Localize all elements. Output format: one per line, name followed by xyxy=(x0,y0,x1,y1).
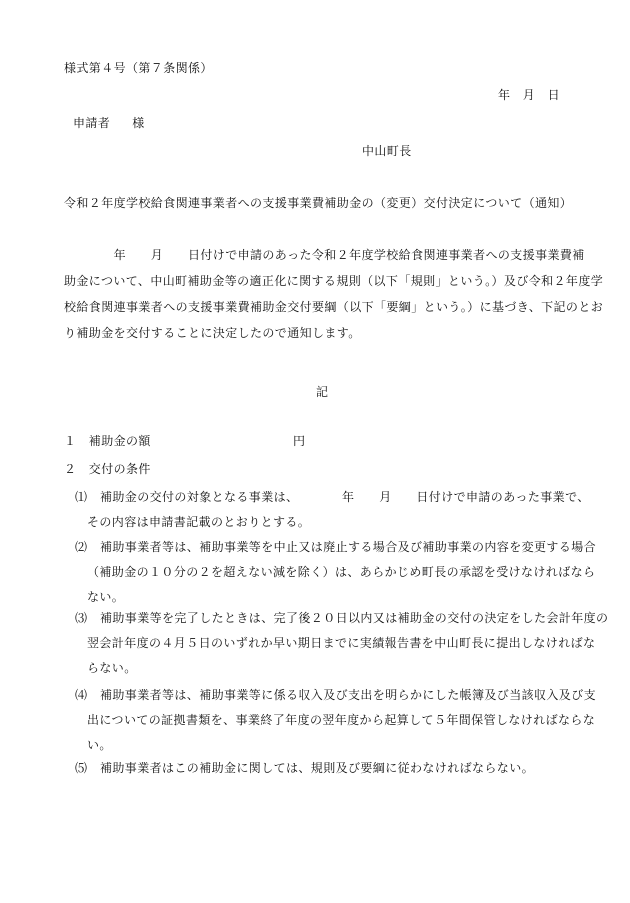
condition-line: ない。 xyxy=(87,590,125,604)
applicant-line xyxy=(73,114,145,131)
form-label: 様式第４号（第７条関係） xyxy=(64,61,213,75)
applicant-label: 申請者 xyxy=(73,116,111,130)
amount-row xyxy=(64,432,306,449)
ki-heading: 記 xyxy=(316,385,329,399)
condition-line: 補助事業者はこの補助金に関しては、規則及び要綱に従わなければならない。 xyxy=(100,761,535,775)
condition-line: い。 xyxy=(87,738,112,752)
document-title: 令和２年度学校給食関連事業者への支援事業費補助金の（変更）交付決定について（通知） xyxy=(64,196,573,210)
condition-line: 補助事業者等は、補助事業等を中止又は廃止する場合及び補助事業の内容を変更する場合 xyxy=(100,540,597,554)
applicant-honorific: 様 xyxy=(132,116,145,130)
amount-unit: 円 xyxy=(293,434,306,448)
condition-number: ⑸ xyxy=(75,761,88,775)
condition-item xyxy=(75,606,609,681)
condition-line: 補助事業者等は、補助事業等に係る収入及び支出を明らかにした帳簿及び当該収入及び支 xyxy=(100,688,597,702)
conditions-heading: ２ 交付の条件 xyxy=(64,462,151,476)
condition-item xyxy=(75,485,595,535)
body-paragraph xyxy=(64,242,604,346)
body-line: 校給食関連事業者への支援事業費補助金交付要綱（以下「要綱」という。）に基づき、下記のとお xyxy=(64,300,604,314)
condition-number: ⑷ xyxy=(75,688,88,702)
amount-label: １ 補助金の額 xyxy=(64,434,151,448)
condition-item xyxy=(75,756,595,781)
date-line: 年 月 日 xyxy=(498,88,561,102)
body-line: 年 月 日付けで申請のあった令和２年度学校給食関連事業者への支援事業費補 xyxy=(64,248,585,262)
condition-line: 出についての証拠書類を、事業終了年度の翌年度から起算して５年間保管しなければならな xyxy=(87,713,596,727)
condition-number: ⑵ xyxy=(75,540,88,554)
condition-item xyxy=(75,683,595,758)
condition-number: ⑶ xyxy=(75,611,88,625)
condition-line: 翌会計年度の４月５日のいずれか早い期日までに実績報告書を中山町長に提出しなければな xyxy=(87,636,596,650)
condition-line: その内容は申請書記載のとおりとする。 xyxy=(87,515,311,529)
body-line: 助金について、中山町補助金等の適正化に関する規則（以下「規則」という。）及び令和２年度学 xyxy=(64,274,604,288)
condition-line: 補助事業等を完了したときは、完了後２０日以内又は補助金の交付の決定をした会計年度の xyxy=(100,611,609,625)
issuer: 中山町長 xyxy=(362,144,412,158)
condition-line: らない。 xyxy=(87,661,137,675)
condition-item xyxy=(75,535,595,610)
condition-number: ⑴ xyxy=(75,490,88,504)
body-line: り補助金を交付することに決定したので通知します。 xyxy=(64,326,361,340)
condition-line: 補助金の交付の対象となる事業は、 年 月 日付けで申請のあった事業で、 xyxy=(100,490,590,504)
condition-line: （補助金の１０分の２を超えない減を除く）は、あらかじめ町長の承認を受けなければなら xyxy=(87,565,596,579)
